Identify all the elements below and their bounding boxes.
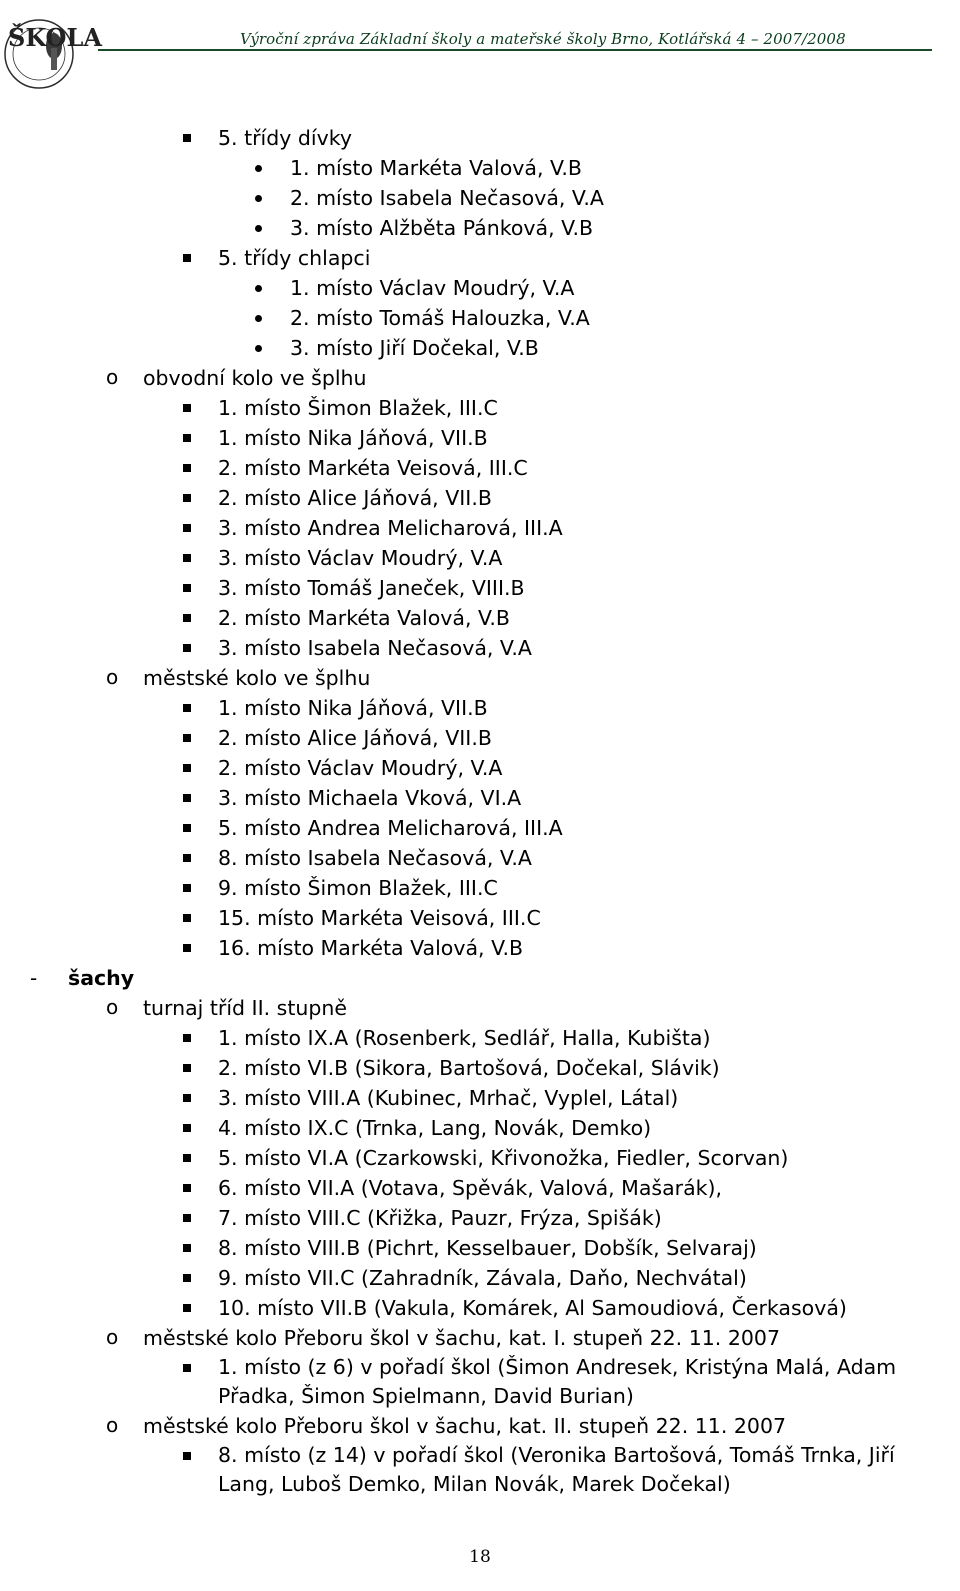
square-bullet-icon xyxy=(183,764,191,772)
list-item-text: 2. místo Václav Moudrý, V.A xyxy=(218,756,503,780)
square-bullet-icon xyxy=(183,1364,191,1372)
list-item xyxy=(0,453,960,483)
list-item xyxy=(0,543,960,573)
square-bullet-icon xyxy=(183,734,191,742)
list-item xyxy=(0,1083,960,1113)
list-item-text: 7. místo VIII.C (Křižka, Pauzr, Frýza, Spišák) xyxy=(218,1206,662,1230)
list-item xyxy=(0,1173,960,1203)
dot-bullet-icon xyxy=(255,195,262,202)
list-item-text: 2. místo Alice Jáňová, VII.B xyxy=(218,486,492,510)
logo-text: ŠKOLA xyxy=(8,23,102,52)
list-item-text: šachy xyxy=(68,966,135,990)
list-item xyxy=(0,993,960,1023)
header-rule xyxy=(98,49,932,51)
list-item xyxy=(0,843,960,873)
list-item-text: 1. místo Nika Jáňová, VII.B xyxy=(218,696,488,720)
dash-bullet-icon: - xyxy=(30,966,38,990)
list-item xyxy=(0,153,960,183)
list-item-text: 8. místo VIII.B (Pichrt, Kesselbauer, Dobšík, Selvaraj) xyxy=(218,1236,757,1260)
list-item-text: 1. místo Václav Moudrý, V.A xyxy=(290,276,575,300)
page-number: 18 xyxy=(469,1547,491,1567)
list-item-text: 3. místo Andrea Melicharová, III.A xyxy=(218,516,563,540)
list-item xyxy=(0,423,960,453)
list-item-text: 2. místo VI.B (Sikora, Bartošová, Dočekal, Slávik) xyxy=(218,1056,720,1080)
list-item xyxy=(0,1113,960,1143)
list-item-text: Přadka, Šimon Spielmann, David Burian) xyxy=(218,1384,634,1408)
circle-bullet-icon: o xyxy=(106,995,119,1019)
list-item-text: 5. třídy dívky xyxy=(218,126,353,150)
square-bullet-icon xyxy=(183,1244,191,1252)
square-bullet-icon xyxy=(183,1094,191,1102)
list-item xyxy=(0,933,960,963)
square-bullet-icon xyxy=(183,464,191,472)
list-item xyxy=(0,1441,960,1470)
list-item-text: 5. místo VI.A (Czarkowski, Křivonožka, Fiedler, Scorvan) xyxy=(218,1146,789,1170)
list-item xyxy=(0,663,960,693)
list-item xyxy=(0,483,960,513)
list-item xyxy=(0,1470,960,1499)
list-item-text: 15. místo Markéta Veisová, III.C xyxy=(218,906,541,930)
list-item-text: obvodní kolo ve šplhu xyxy=(143,366,367,390)
square-bullet-icon xyxy=(183,794,191,802)
square-bullet-icon xyxy=(183,824,191,832)
list-item-text: městské kolo Přeboru škol v šachu, kat. II. stupeň 22. 11. 2007 xyxy=(143,1414,787,1438)
list-item xyxy=(0,213,960,243)
document-body xyxy=(0,123,960,1499)
square-bullet-icon xyxy=(183,1452,191,1460)
list-item xyxy=(0,873,960,903)
square-bullet-icon xyxy=(183,1064,191,1072)
list-item xyxy=(0,1053,960,1083)
list-item xyxy=(0,1143,960,1173)
square-bullet-icon xyxy=(183,1154,191,1162)
list-item xyxy=(0,633,960,663)
list-item xyxy=(0,183,960,213)
list-item-text: 3. místo Alžběta Pánková, V.B xyxy=(290,216,594,240)
list-item xyxy=(0,1353,960,1382)
list-item xyxy=(0,813,960,843)
list-item xyxy=(0,753,960,783)
list-item xyxy=(0,123,960,153)
list-item-text: 3. místo Michaela Vková, VI.A xyxy=(218,786,522,810)
list-item-text: 3. místo VIII.A (Kubinec, Mrhač, Vyplel, Látal) xyxy=(218,1086,679,1110)
list-item xyxy=(0,363,960,393)
square-bullet-icon xyxy=(183,704,191,712)
square-bullet-icon xyxy=(183,1274,191,1282)
list-item-text: 16. místo Markéta Valová, V.B xyxy=(218,936,524,960)
square-bullet-icon xyxy=(183,944,191,952)
list-item xyxy=(0,723,960,753)
list-item-text: 9. místo VII.C (Zahradník, Závala, Daňo, Nechvátal) xyxy=(218,1266,747,1290)
list-item xyxy=(0,1203,960,1233)
square-bullet-icon xyxy=(183,434,191,442)
list-item xyxy=(0,1023,960,1053)
list-item-text: 5. třídy chlapci xyxy=(218,246,371,270)
list-item xyxy=(0,693,960,723)
square-bullet-icon xyxy=(183,854,191,862)
list-item-text: městské kolo ve šplhu xyxy=(143,666,371,690)
list-item-text: turnaj tříd II. stupně xyxy=(143,996,348,1020)
list-item-text: Lang, Luboš Demko, Milan Novák, Marek Dočekal) xyxy=(218,1472,731,1496)
list-item-text: 3. místo Jiří Dočekal, V.B xyxy=(290,336,539,360)
list-item-text: 3. místo Tomáš Janeček, VIII.B xyxy=(218,576,525,600)
circle-bullet-icon: o xyxy=(106,365,119,389)
square-bullet-icon xyxy=(183,1184,191,1192)
circle-bullet-icon: o xyxy=(106,1325,119,1349)
list-item xyxy=(0,1233,960,1263)
dot-bullet-icon xyxy=(255,315,262,322)
list-item xyxy=(0,783,960,813)
square-bullet-icon xyxy=(183,1304,191,1312)
square-bullet-icon xyxy=(183,554,191,562)
square-bullet-icon xyxy=(183,1214,191,1222)
list-item-text: 4. místo IX.C (Trnka, Lang, Novák, Demko) xyxy=(218,1116,652,1140)
list-item-text: 8. místo (z 14) v pořadí škol (Veronika Bartošová, Tomáš Trnka, Jiří xyxy=(218,1443,895,1467)
list-item-text: 6. místo VII.A (Votava, Spěvák, Valová, Mašarák), xyxy=(218,1176,723,1200)
list-item xyxy=(0,1263,960,1293)
square-bullet-icon xyxy=(183,884,191,892)
list-item-text: 9. místo Šimon Blažek, III.C xyxy=(218,876,498,900)
document-header-title: Výroční zpráva Základní školy a mateřské školy Brno, Kotlářská 4 – 2007/2008 xyxy=(240,30,846,48)
list-item xyxy=(0,513,960,543)
square-bullet-icon xyxy=(183,644,191,652)
list-item-text: 2. místo Markéta Veisová, III.C xyxy=(218,456,528,480)
list-item-text: 8. místo Isabela Nečasová, V.A xyxy=(218,846,532,870)
list-item-text: 2. místo Tomáš Halouzka, V.A xyxy=(290,306,590,330)
list-item xyxy=(0,333,960,363)
list-item-text: 1. místo Markéta Valová, V.B xyxy=(290,156,582,180)
list-item xyxy=(0,903,960,933)
dot-bullet-icon xyxy=(255,285,262,292)
list-item xyxy=(0,963,960,993)
list-item xyxy=(0,303,960,333)
square-bullet-icon xyxy=(183,134,191,142)
list-item xyxy=(0,273,960,303)
square-bullet-icon xyxy=(183,404,191,412)
school-logo xyxy=(0,6,102,98)
square-bullet-icon xyxy=(183,254,191,262)
list-item-text: 3. místo Václav Moudrý, V.A xyxy=(218,546,503,570)
square-bullet-icon xyxy=(183,584,191,592)
list-item-text: 10. místo VII.B (Vakula, Komárek, Al Samoudiová, Čerkasová) xyxy=(218,1296,847,1320)
list-item-text: 3. místo Isabela Nečasová, V.A xyxy=(218,636,532,660)
dot-bullet-icon xyxy=(255,165,262,172)
square-bullet-icon xyxy=(183,524,191,532)
list-item-text: 1. místo Nika Jáňová, VII.B xyxy=(218,426,488,450)
dot-bullet-icon xyxy=(255,225,262,232)
list-item xyxy=(0,1411,960,1441)
list-item xyxy=(0,393,960,423)
square-bullet-icon xyxy=(183,1034,191,1042)
list-item xyxy=(0,1323,960,1353)
list-item xyxy=(0,573,960,603)
list-item-text: 1. místo (z 6) v pořadí škol (Šimon Andresek, Kristýna Malá, Adam xyxy=(218,1355,897,1379)
list-item-text: městské kolo Přeboru škol v šachu, kat. I. stupeň 22. 11. 2007 xyxy=(143,1326,781,1350)
list-item-text: 2. místo Markéta Valová, V.B xyxy=(218,606,510,630)
dot-bullet-icon xyxy=(255,345,262,352)
square-bullet-icon xyxy=(183,914,191,922)
school-logo-emblem xyxy=(0,6,102,98)
list-item-text: 1. místo Šimon Blažek, III.C xyxy=(218,396,498,420)
list-item xyxy=(0,603,960,633)
list-item-text: 2. místo Alice Jáňová, VII.B xyxy=(218,726,492,750)
square-bullet-icon xyxy=(183,1124,191,1132)
list-item-text: 2. místo Isabela Nečasová, V.A xyxy=(290,186,604,210)
square-bullet-icon xyxy=(183,614,191,622)
list-item xyxy=(0,1293,960,1323)
circle-bullet-icon: o xyxy=(106,665,119,689)
list-item xyxy=(0,243,960,273)
square-bullet-icon xyxy=(183,494,191,502)
list-item-text: 5. místo Andrea Melicharová, III.A xyxy=(218,816,563,840)
list-item xyxy=(0,1382,960,1411)
circle-bullet-icon: o xyxy=(106,1413,119,1437)
list-item-text: 1. místo IX.A (Rosenberk, Sedlář, Halla, Kubišta) xyxy=(218,1026,711,1050)
